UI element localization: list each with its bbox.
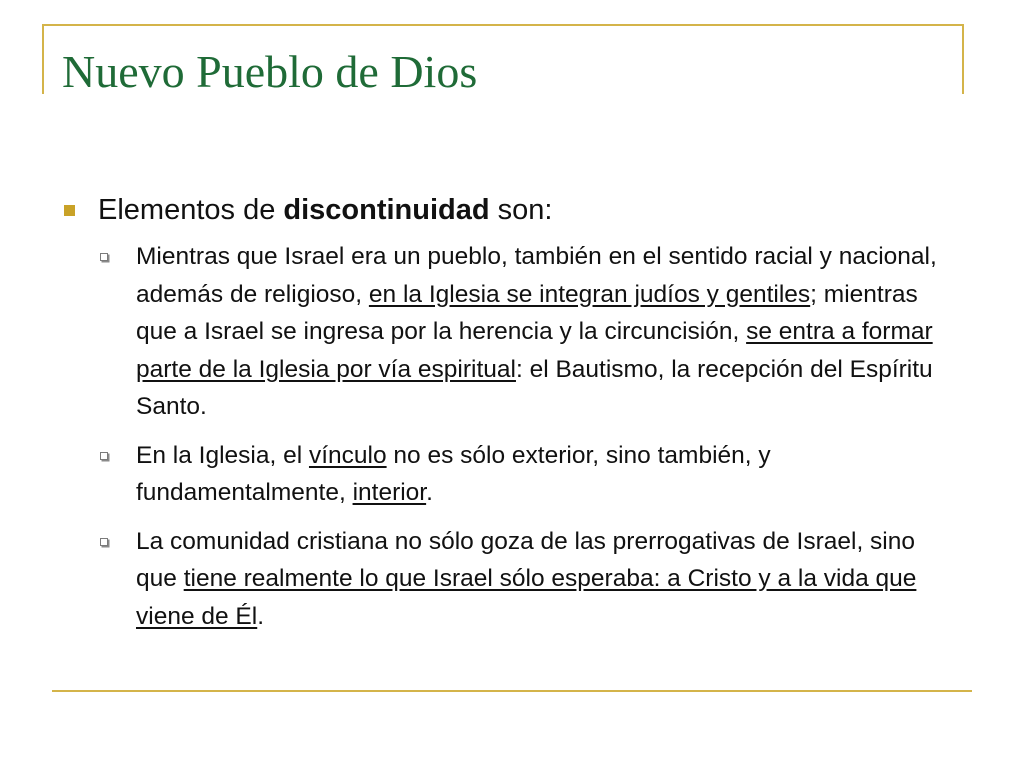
frame-right-line	[962, 24, 964, 94]
sub-point-3	[62, 523, 956, 636]
frame-bottom-line	[52, 690, 972, 692]
sub-point-text: .	[426, 479, 433, 506]
sub-point-underlined: tiene realmente lo que Israel sólo esperaba: a Cristo y a la vida que viene de Él	[136, 565, 917, 630]
sub-points-list	[62, 238, 962, 635]
sub-point-text: ; mientras que a Israel se ingresa por la herencia y la circuncisión,	[136, 280, 918, 345]
sub-point-text: no es sólo exterior, sino también, y fundamentalmente,	[136, 441, 771, 506]
hollow-square-bullet-icon	[100, 253, 108, 261]
sub-point-text: Mientras que Israel era un pueblo, también en el sentido racial y nacional, además de religioso,	[136, 243, 937, 308]
main-point-bold: discontinuidad	[283, 194, 490, 226]
slide-content	[62, 186, 962, 646]
sub-point-2	[62, 437, 956, 512]
sub-point-underlined: en la Iglesia se integran judíos y gentiles	[368, 280, 811, 308]
frame-top-line	[42, 24, 964, 26]
sub-point-text: : el Bautismo, la recepción del Espíritu Santo.	[136, 355, 933, 420]
square-bullet-icon	[64, 205, 75, 216]
sub-point-1	[62, 238, 956, 426]
sub-point-underlined: vínculo	[308, 441, 387, 469]
hollow-square-bullet-icon	[100, 452, 108, 460]
sub-point-text: .	[257, 602, 265, 630]
frame-left-line	[42, 24, 44, 94]
sub-point-text: En la Iglesia, el	[136, 441, 309, 469]
sub-point-text: La comunidad cristiana no sólo goza de las prerrogativas de Israel, sino que	[136, 527, 915, 592]
main-point-suffix: son:	[489, 194, 553, 226]
sub-point-underlined: se entra a formar parte de la Iglesia por vía espiritual	[136, 318, 933, 383]
slide-title: Nuevo Pueblo de Dios	[62, 46, 478, 97]
main-bullet-point	[62, 186, 962, 234]
sub-point-underlined: interior	[352, 479, 427, 506]
hollow-square-bullet-icon	[100, 538, 108, 546]
main-point-prefix: Elementos de	[98, 194, 284, 226]
